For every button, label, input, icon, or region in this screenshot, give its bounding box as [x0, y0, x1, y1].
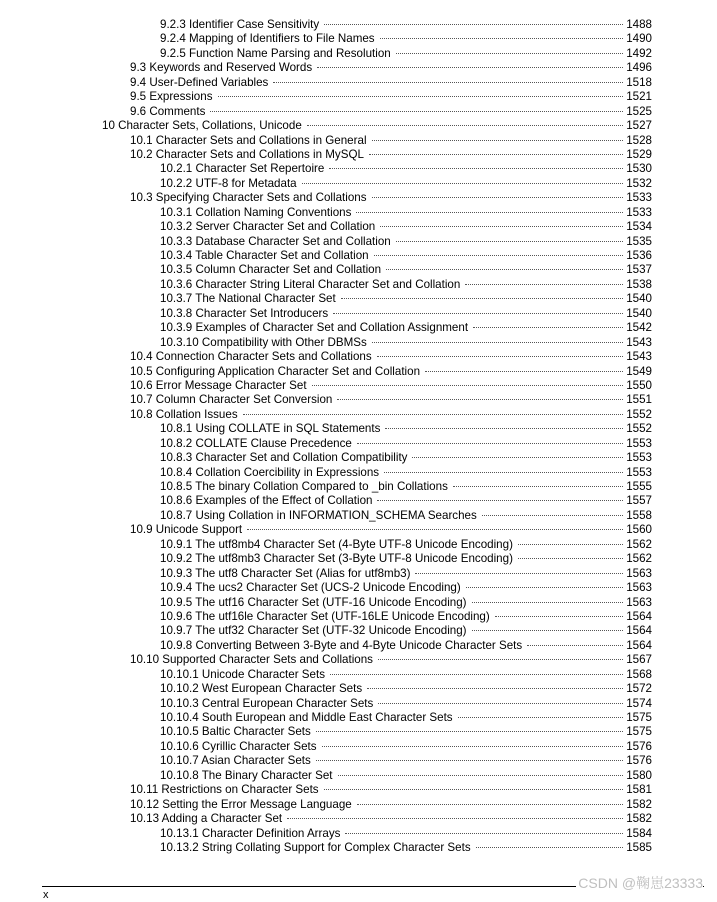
dot-leader — [458, 717, 649, 718]
toc-entry-line — [160, 451, 652, 465]
toc-entry-line — [160, 552, 652, 566]
dot-leader — [425, 371, 649, 372]
toc-entry-line — [130, 76, 652, 90]
dot-leader — [337, 399, 649, 400]
toc-entry-line — [160, 292, 652, 306]
toc-entry-line — [130, 379, 652, 393]
toc-entry[interactable] — [0, 682, 717, 696]
toc-entry-line — [160, 336, 652, 350]
toc-entry[interactable] — [0, 249, 717, 263]
toc-entry-title: 10.4 Connection Character Sets and Collations — [130, 350, 372, 364]
toc-entry-title: 10.6 Error Message Character Set — [130, 378, 307, 392]
toc-entry[interactable] — [0, 278, 717, 292]
toc-entry[interactable] — [0, 754, 717, 768]
toc-entry-title: 10.10.5 Baltic Character Sets — [160, 725, 311, 739]
toc-entry[interactable] — [0, 350, 717, 364]
toc-entry-line — [160, 567, 652, 581]
toc-entry[interactable] — [0, 162, 717, 176]
toc-entry-title: 10.8.5 The binary Collation Compared to _bin Collations — [160, 480, 448, 493]
toc-entry-page: 1518 — [623, 76, 652, 90]
toc-entry-title: 9.3 Keywords and Reserved Words — [130, 61, 313, 75]
toc-entry[interactable] — [0, 220, 717, 234]
toc-entry-page: 1563 — [623, 596, 652, 610]
toc-entry-page: 1542 — [623, 321, 652, 335]
toc-entry-page: 1584 — [623, 827, 652, 841]
toc-entry-title: 10.9.2 The utf8mb3 Character Set (3-Byte UTF-8 Unicode Encoding) — [160, 552, 513, 566]
toc-entry[interactable] — [0, 639, 717, 653]
toc-entry-page: 1552 — [623, 422, 652, 436]
toc-entry[interactable] — [0, 177, 717, 191]
toc-entry-page: 1530 — [623, 162, 652, 176]
toc-entry-line — [130, 148, 652, 162]
toc-entry-page: 1553 — [623, 437, 652, 451]
toc-entry-title: 10.8.1 Using COLLATE in SQL Statements — [160, 422, 381, 436]
watermark: CSDN @鞠崽23333 — [578, 875, 703, 891]
toc-entry[interactable] — [0, 206, 717, 220]
toc-entry[interactable] — [0, 235, 717, 249]
toc-entry-line — [160, 769, 652, 783]
toc-entry-title: 10 Character Sets, Collations, Unicode — [102, 119, 302, 133]
toc-entry-page: 1555 — [623, 480, 652, 494]
dot-leader — [338, 775, 649, 776]
toc-entry[interactable] — [0, 711, 717, 725]
toc-entry-line — [160, 740, 652, 754]
dot-leader — [357, 443, 649, 444]
toc-entry-line — [130, 523, 652, 537]
toc-entry-page: 1564 — [623, 610, 652, 624]
toc-entry-line — [130, 365, 652, 379]
toc-entry-page: 1543 — [623, 350, 652, 364]
dot-leader — [322, 746, 649, 747]
toc-entry-page: 1538 — [623, 278, 652, 292]
toc-entry[interactable] — [0, 697, 717, 711]
dot-leader — [369, 154, 649, 155]
toc-entry-title: 10.3.6 Character String Literal Character Set and Collation — [160, 277, 461, 291]
toc-entry[interactable] — [0, 148, 717, 162]
dot-leader — [415, 573, 649, 574]
toc-entry-page: 1529 — [623, 148, 652, 162]
dot-leader — [316, 731, 649, 732]
toc-entry-line — [130, 393, 652, 407]
dot-leader — [465, 284, 649, 285]
toc-entry-page: 1575 — [623, 711, 652, 725]
toc-entry[interactable] — [0, 263, 717, 277]
toc-entry-line — [160, 682, 652, 696]
toc-entry[interactable] — [0, 581, 717, 595]
toc-entry-title: 10.10.8 The Binary Character Set — [160, 768, 333, 782]
toc-entry-title: 10.11 Restrictions on Character Sets — [130, 783, 319, 797]
toc-entry-page: 1496 — [623, 61, 652, 75]
toc-entry[interactable] — [0, 841, 717, 855]
toc-entry[interactable] — [0, 105, 717, 119]
toc-entry[interactable] — [0, 292, 717, 306]
toc-entry-line — [130, 350, 652, 364]
toc-entry-line — [130, 798, 652, 812]
toc-entry[interactable] — [0, 76, 717, 90]
toc-entry[interactable] — [0, 783, 717, 797]
dot-leader — [341, 298, 649, 299]
toc-entry-title: 10.10.4 South European and Middle East Character Sets — [160, 711, 453, 724]
toc-entry-title: 10.3.7 The National Character Set — [160, 292, 336, 306]
toc-entry-title: 10.8.7 Using Collation in INFORMATION_SCHEMA Searches — [160, 508, 477, 522]
dot-leader — [372, 140, 649, 141]
toc-entry-line — [130, 134, 652, 148]
toc-entry-title: 10.9 Unicode Support — [130, 523, 243, 537]
dot-leader — [345, 833, 649, 834]
toc-entry-page: 1535 — [623, 235, 652, 249]
toc-entry-page: 1533 — [623, 191, 652, 205]
toc-entry[interactable] — [0, 321, 717, 335]
toc-entry-line — [160, 754, 652, 768]
toc-entry-line — [160, 206, 652, 220]
toc-entry-title: 10.3 Specifying Character Sets and Collations — [130, 191, 367, 205]
dot-leader — [386, 269, 649, 270]
toc-entry-page: 1568 — [623, 668, 652, 682]
dot-leader — [357, 804, 649, 805]
dot-leader — [333, 313, 649, 314]
toc-entry-line — [160, 711, 652, 725]
toc-entry-page: 1563 — [623, 581, 652, 595]
toc-entry-line — [160, 278, 652, 292]
toc-entry-page: 1560 — [623, 523, 652, 537]
toc-entry-page: 1553 — [623, 451, 652, 465]
dot-leader — [243, 414, 649, 415]
toc-entry[interactable] — [0, 725, 717, 739]
toc-entry-page: 1537 — [623, 263, 652, 277]
toc-entry-page: 1580 — [623, 769, 652, 783]
toc-entry-title: 9.4 User-Defined Variables — [130, 75, 269, 89]
toc-entry-page: 1540 — [623, 307, 652, 321]
toc-entry[interactable] — [0, 812, 717, 826]
toc-entry[interactable] — [0, 552, 717, 566]
toc-entry-page: 1582 — [623, 798, 652, 812]
dot-leader — [307, 125, 649, 126]
toc-entry[interactable] — [0, 494, 717, 508]
toc-entry[interactable] — [0, 61, 717, 75]
toc-entry-page: 1585 — [623, 841, 652, 855]
toc-entry[interactable] — [0, 422, 717, 436]
toc-entry-page: 1528 — [623, 134, 652, 148]
dot-leader — [324, 789, 649, 790]
toc-entry-line — [130, 653, 652, 667]
dot-leader — [302, 183, 649, 184]
dot-leader — [374, 255, 649, 256]
toc-entry-title: 10.12 Setting the Error Message Language — [130, 797, 352, 811]
toc-entry-title: 10.3.1 Collation Naming Conventions — [160, 205, 352, 219]
toc-entry[interactable] — [0, 32, 717, 46]
toc-entry-line — [130, 812, 652, 826]
toc-entry[interactable] — [0, 567, 717, 581]
toc-entry-title: 10.10.3 Central European Character Sets — [160, 696, 374, 710]
dot-leader — [317, 67, 649, 68]
toc-entry-title: 10.8 Collation Issues — [130, 407, 238, 421]
toc-entry[interactable] — [0, 827, 717, 841]
dot-leader — [367, 688, 649, 689]
toc-entry[interactable] — [0, 596, 717, 610]
dot-leader — [385, 428, 649, 429]
toc-entry-title: 10.3.4 Table Character Set and Collation — [160, 249, 369, 262]
toc-entry-title: 10.9.6 The utf16le Character Set (UTF-16LE Unicode Encoding) — [160, 609, 490, 623]
toc-entry[interactable] — [0, 379, 717, 393]
toc-entry-page: 1552 — [623, 408, 652, 422]
toc-entry-page: 1558 — [623, 509, 652, 523]
toc-entry-line — [160, 610, 652, 624]
toc-entry-title: 10.3.3 Database Character Set and Collation — [160, 234, 391, 248]
toc-entry-line — [130, 408, 652, 422]
toc-entry-title: 9.5 Expressions — [130, 90, 213, 104]
toc-entry-title: 10.9.3 The utf8 Character Set (Alias for utf8mb3) — [160, 566, 411, 580]
dot-leader — [324, 24, 649, 25]
toc-entry-page: 1533 — [623, 206, 652, 220]
toc-entry-title: 10.9.8 Converting Between 3-Byte and 4-Byte Unicode Character Sets — [160, 638, 523, 652]
toc-entry-line — [160, 32, 652, 46]
dot-leader — [316, 760, 649, 761]
toc-entry-line — [160, 639, 652, 653]
toc-entry-page: 1540 — [623, 292, 652, 306]
toc-entry-line — [130, 90, 652, 104]
toc-entry-page: 1563 — [623, 567, 652, 581]
toc-entry-line — [160, 466, 652, 480]
toc-entry-page: 1527 — [623, 119, 652, 133]
toc-entry-title: 10.3.8 Character Set Introducers — [160, 306, 329, 320]
toc-entry-page: 1562 — [623, 538, 652, 552]
dot-leader — [380, 226, 649, 227]
toc-entry-title: 10.5 Configuring Application Character Set and Collation — [130, 364, 421, 378]
toc-entry-title: 9.2.3 Identifier Case Sensitivity — [160, 18, 320, 31]
toc-entry-line — [160, 47, 652, 61]
toc-entry-line — [160, 263, 652, 277]
dot-leader — [378, 703, 649, 704]
toc-entry-page: 1575 — [623, 725, 652, 739]
toc-entry-page: 1550 — [623, 379, 652, 393]
toc-entry[interactable] — [0, 18, 717, 32]
toc-entry[interactable] — [0, 538, 717, 552]
dot-leader — [218, 96, 650, 97]
toc-entry[interactable] — [0, 466, 717, 480]
toc-entry[interactable] — [0, 653, 717, 667]
dot-leader — [380, 38, 649, 39]
toc-entry[interactable] — [0, 509, 717, 523]
toc-entry[interactable] — [0, 393, 717, 407]
toc-entry-line — [160, 422, 652, 436]
toc-entry-title: 10.1 Character Sets and Collations in General — [130, 133, 367, 147]
toc-entry-line — [160, 538, 652, 552]
toc-entry-line — [160, 307, 652, 321]
toc-entry-title: 10.3.9 Examples of Character Set and Collation Assignment — [160, 321, 469, 335]
toc-entry-line — [130, 61, 652, 75]
dot-leader — [466, 587, 649, 588]
toc-entry[interactable] — [0, 668, 717, 682]
dot-leader — [273, 82, 649, 83]
dot-leader — [453, 486, 649, 487]
toc-entry-page: 1534 — [623, 220, 652, 234]
toc-entry-title: 10.13.1 Character Definition Arrays — [160, 826, 341, 840]
dot-leader — [210, 111, 649, 112]
toc-entry-page: 1576 — [623, 740, 652, 754]
toc-entry-line — [160, 509, 652, 523]
toc-entry-line — [130, 783, 652, 797]
toc-entry-title: 10.13 Adding a Character Set — [130, 812, 283, 826]
toc-entry-title: 10.9.7 The utf32 Character Set (UTF-32 Unicode Encoding) — [160, 624, 467, 638]
toc-entry-page: 1525 — [623, 105, 652, 119]
toc-entry-line — [160, 581, 652, 595]
toc-entry-title: 10.8.6 Examples of the Effect of Collation — [160, 494, 373, 508]
toc-entry[interactable] — [0, 610, 717, 624]
toc-entry-line — [160, 321, 652, 335]
toc-entry-title: 10.8.2 COLLATE Clause Precedence — [160, 436, 352, 450]
toc-entry-title: 10.7 Column Character Set Conversion — [130, 393, 333, 407]
dot-leader — [377, 356, 649, 357]
toc-entry-line — [160, 162, 652, 176]
toc-entry-line — [160, 220, 652, 234]
toc-entry-page: 1574 — [623, 697, 652, 711]
toc-entry[interactable] — [0, 365, 717, 379]
dot-leader — [384, 472, 649, 473]
toc-entry[interactable] — [0, 191, 717, 205]
toc-entry[interactable] — [0, 336, 717, 350]
toc-entry-line — [130, 105, 652, 119]
toc-entry-title: 10.8.4 Collation Coercibility in Expressions — [160, 465, 380, 479]
toc-entry-line — [160, 249, 652, 263]
dot-leader — [412, 457, 649, 458]
dot-leader — [312, 385, 649, 386]
toc-entry-page: 1532 — [623, 177, 652, 191]
toc-entry[interactable] — [0, 408, 717, 422]
toc-entry-line — [160, 235, 652, 249]
toc-entry-page: 1582 — [623, 812, 652, 826]
toc-entry-page: 1562 — [623, 552, 652, 566]
dot-leader — [330, 674, 649, 675]
toc-entry-page: 1536 — [623, 249, 652, 263]
toc-entry-title: 10.9.1 The utf8mb4 Character Set (4-Byte UTF-8 Unicode Encoding) — [160, 537, 513, 551]
toc-entry[interactable] — [0, 90, 717, 104]
toc-entry-page: 1572 — [623, 682, 652, 696]
dot-leader — [378, 659, 649, 660]
toc-entry-title: 10.2 Character Sets and Collations in MySQL — [130, 147, 364, 161]
toc-entry[interactable] — [0, 523, 717, 537]
toc-entry-line — [160, 494, 652, 508]
toc-entry-page: 1564 — [623, 639, 652, 653]
toc-entry-title: 9.2.4 Mapping of Identifiers to File Names — [160, 32, 375, 46]
toc-entry-title: 10.3.2 Server Character Set and Collation — [160, 220, 376, 234]
toc-entry-title: 10.10 Supported Character Sets and Collations — [130, 653, 373, 667]
toc-entry-line — [160, 697, 652, 711]
toc-entry-title: 9.2.5 Function Name Parsing and Resolution — [160, 46, 391, 60]
toc-entry-line — [160, 480, 652, 494]
toc-entry-line — [160, 624, 652, 638]
toc-entry-title: 10.9.5 The utf16 Character Set (UTF-16 Unicode Encoding) — [160, 595, 467, 609]
toc-entry-title: 10.2.2 UTF-8 for Metadata — [160, 176, 297, 190]
dot-leader — [372, 342, 649, 343]
toc-entry[interactable] — [0, 134, 717, 148]
toc-entry-page: 1576 — [623, 754, 652, 768]
toc-entry-line — [160, 596, 652, 610]
toc-entry-line — [160, 725, 652, 739]
toc-entry-line — [160, 841, 652, 855]
dot-leader — [287, 818, 649, 819]
toc-entry-page: 1549 — [623, 365, 652, 379]
toc-entry-page: 1564 — [623, 624, 652, 638]
toc-entry-line — [160, 437, 652, 451]
toc-entry-page: 1521 — [623, 90, 652, 104]
toc-entry-line — [160, 177, 652, 191]
footer-page-number: x — [43, 889, 49, 901]
dot-leader — [396, 53, 649, 54]
toc-entry[interactable] — [0, 47, 717, 61]
toc-entry-title: 10.10.7 Asian Character Sets — [160, 754, 311, 768]
dot-leader — [396, 241, 649, 242]
toc-entry-line — [102, 119, 652, 133]
dot-leader — [356, 212, 649, 213]
toc-entry-title: 10.3.5 Column Character Set and Collation — [160, 263, 382, 277]
toc-entry-title: 9.6 Comments — [130, 104, 206, 118]
toc-entry-line — [160, 827, 652, 841]
toc-entry[interactable] — [0, 437, 717, 451]
toc-entry[interactable] — [0, 480, 717, 494]
toc-entry-page: 1543 — [623, 336, 652, 350]
dot-leader — [329, 168, 649, 169]
toc-entry-title: 10.9.4 The ucs2 Character Set (UCS-2 Unicode Encoding) — [160, 581, 461, 595]
table-of-contents — [0, 18, 717, 855]
toc-entry-title: 10.2.1 Character Set Repertoire — [160, 162, 325, 176]
toc-entry-page: 1551 — [623, 393, 652, 407]
toc-entry-title: 10.10.1 Unicode Character Sets — [160, 667, 325, 681]
toc-entry-line — [130, 191, 652, 205]
dot-leader — [372, 197, 649, 198]
toc-entry-title: 10.10.6 Cyrillic Character Sets — [160, 739, 317, 753]
dot-leader — [377, 500, 649, 501]
toc-entry[interactable] — [0, 769, 717, 783]
toc-entry-title: 10.8.3 Character Set and Collation Compatibility — [160, 451, 408, 465]
toc-entry-page: 1488 — [623, 18, 652, 32]
toc-entry-line — [160, 18, 652, 32]
toc-entry-page: 1567 — [623, 653, 652, 667]
toc-entry-line — [160, 668, 652, 682]
toc-entry-page: 1492 — [623, 47, 652, 61]
toc-entry[interactable] — [0, 624, 717, 638]
toc-entry[interactable] — [0, 307, 717, 321]
toc-entry-title: 10.13.2 String Collating Support for Complex Character Sets — [160, 840, 471, 854]
toc-entry[interactable] — [0, 740, 717, 754]
toc-entry[interactable] — [0, 798, 717, 812]
toc-entry[interactable] — [0, 451, 717, 465]
toc-entry-page: 1553 — [623, 466, 652, 480]
toc-entry-page: 1581 — [623, 783, 652, 797]
toc-entry-title: 10.3.10 Compatibility with Other DBMSs — [160, 335, 367, 349]
toc-entry[interactable] — [0, 119, 717, 133]
toc-entry-title: 10.10.2 West European Character Sets — [160, 682, 363, 696]
toc-entry-page: 1557 — [623, 494, 652, 508]
toc-entry-page: 1490 — [623, 32, 652, 46]
dot-leader — [247, 529, 649, 530]
